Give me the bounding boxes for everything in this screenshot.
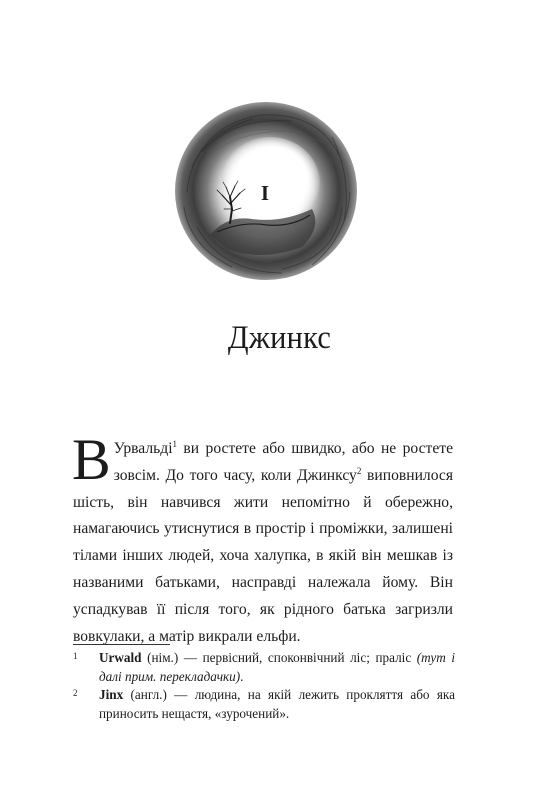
- drop-cap: В: [72, 427, 111, 492]
- footnote-divider: [73, 644, 170, 645]
- body-segment: Урвальді: [113, 440, 173, 457]
- footnote-2: [73, 686, 455, 723]
- chapter-title: Джинкс: [227, 320, 332, 356]
- chapter-number: I: [260, 181, 270, 205]
- body-segment: виповнилося шість, він навчився жити непомітно й обережно, намагаючись утиснутися в простір і проміжки, залишені тілами інших людей, хоча халупка, в якій він мешкав із названими батьками, насправді належала йому. Він успадкував її після того, як рідного батька загризли вовкулаки, а матір викрали ельфи.: [73, 466, 453, 645]
- footnote-definition: — людина, на якій лежить прокляття або яка приносить нещастя, «зурочений».: [99, 687, 455, 721]
- footnote-end: .: [240, 668, 244, 684]
- footnote-term: Urwald: [99, 650, 142, 665]
- chapter-body-paragraph: [72, 427, 453, 650]
- footnote-number: 1: [73, 651, 78, 661]
- footnote-text: [99, 649, 455, 686]
- footnote-language: (англ.): [123, 687, 167, 702]
- footnote-ref-1[interactable]: 1: [172, 439, 178, 449]
- footnote-text: [99, 686, 455, 723]
- footnote-translator-note: (тут і далі прим. перекладачки): [99, 650, 455, 684]
- footnote-language: (нім.): [141, 650, 179, 665]
- footnote-1: [73, 649, 455, 686]
- footnote-term: Jinx: [99, 687, 124, 702]
- body-segment: ви ростете або швидко, або не ростете зовсім. До того часу, коли Джинксу: [113, 440, 453, 484]
- footnote-definition: — первісний, споконвічний ліс; праліс: [178, 650, 417, 665]
- footnote-number: 2: [73, 688, 78, 698]
- footnote-ref-2[interactable]: 2: [356, 465, 362, 476]
